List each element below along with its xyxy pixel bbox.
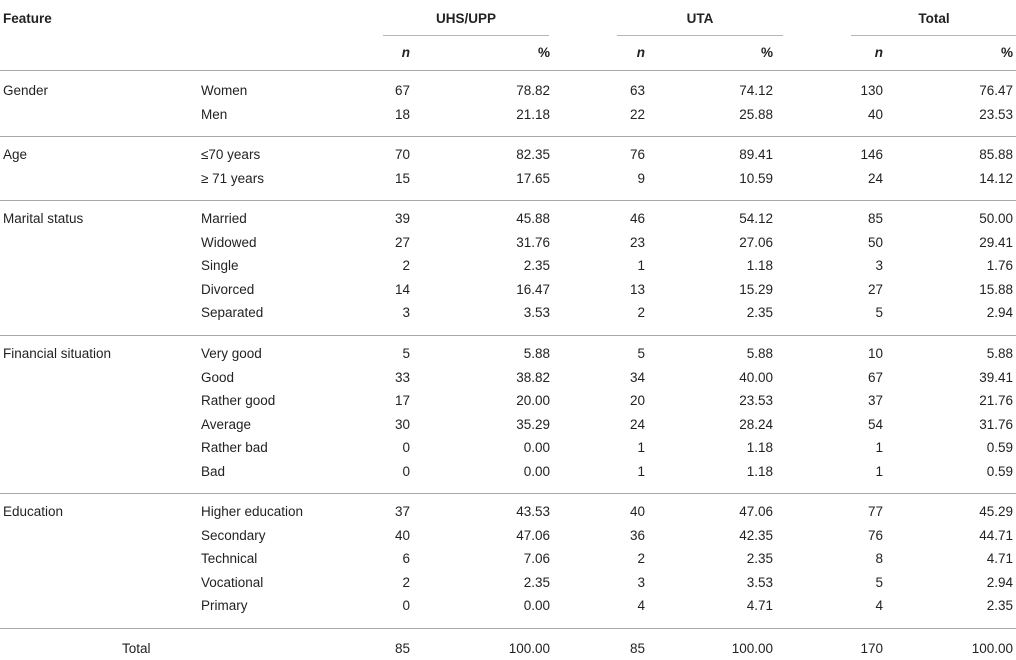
row-feature: Education <box>3 504 64 519</box>
cell-p2: 28.24 <box>739 416 773 432</box>
cell-p1: 38.82 <box>516 369 550 385</box>
cell-n3: 37 <box>867 393 883 408</box>
cell-p2: 5.88 <box>746 346 773 361</box>
header-pct-uta: % <box>760 45 773 60</box>
table-row <box>0 595 1016 617</box>
cell-n3: 67 <box>867 369 883 385</box>
cell-n1: 0 <box>402 440 410 455</box>
cell-n1: 67 <box>394 83 410 98</box>
row-divider <box>0 493 1016 494</box>
cell-p2: 23.53 <box>739 393 773 408</box>
cell-p3: 5.88 <box>986 346 1013 361</box>
cell-n2: 76 <box>629 147 645 162</box>
cell-n2: 46 <box>629 211 645 226</box>
table-row <box>0 572 1016 594</box>
row-category: Single <box>201 258 239 273</box>
table-row <box>0 367 1016 389</box>
cell-p3: 76.47 <box>979 83 1013 98</box>
cell-n2: 22 <box>629 106 645 122</box>
cell-p3: 1.76 <box>986 258 1013 273</box>
cell-p2: 40.00 <box>739 369 773 385</box>
table-row <box>0 437 1016 459</box>
cell-n2: 63 <box>629 83 645 98</box>
header-group-total: Total <box>918 11 950 26</box>
cell-n1: 15 <box>394 170 410 186</box>
row-feature: Gender <box>3 83 49 98</box>
cell-p1: 21.18 <box>516 106 550 122</box>
cell-n2: 1 <box>637 440 645 455</box>
cell-n3: 85 <box>867 211 883 226</box>
row-category: Good <box>201 369 235 385</box>
table-row <box>0 104 1016 126</box>
cell-p3: 44.71 <box>979 527 1013 543</box>
row-divider <box>0 335 1016 336</box>
cell-p1: 43.53 <box>516 504 550 519</box>
cell-p3: 85.88 <box>979 147 1013 162</box>
cell-p3: 29.41 <box>979 234 1013 250</box>
total-p1: 100.00 <box>508 641 550 656</box>
total-p2: 100.00 <box>731 641 773 656</box>
cell-n1: 40 <box>394 527 410 543</box>
cell-p3: 0.59 <box>986 440 1013 455</box>
cell-p1: 0.00 <box>523 463 550 479</box>
cell-n2: 3 <box>637 574 645 590</box>
cell-p1: 2.35 <box>523 258 550 273</box>
row-category: Higher education <box>201 504 304 519</box>
total-label: Total <box>122 641 151 656</box>
row-feature: Financial situation <box>3 346 112 361</box>
cell-n1: 33 <box>394 369 410 385</box>
row-category: Technical <box>201 551 258 566</box>
row-category: Married <box>201 211 247 226</box>
cell-p3: 2.94 <box>986 574 1013 590</box>
cell-n1: 14 <box>394 281 410 297</box>
row-category: Secondary <box>201 527 266 543</box>
row-divider <box>0 70 1016 71</box>
cell-n2: 9 <box>637 170 645 186</box>
row-category: Rather bad <box>201 440 268 455</box>
cell-p2: 25.88 <box>739 106 773 122</box>
cell-p1: 35.29 <box>516 416 550 432</box>
row-category: Rather good <box>201 393 276 408</box>
cell-n1: 6 <box>402 551 410 566</box>
cell-n1: 0 <box>402 463 410 479</box>
cell-n3: 4 <box>875 598 883 613</box>
cell-n1: 0 <box>402 598 410 613</box>
cell-p2: 54.12 <box>739 211 773 226</box>
cell-n3: 8 <box>875 551 883 566</box>
cell-p1: 47.06 <box>516 527 550 543</box>
cell-n2: 1 <box>637 463 645 479</box>
table-row <box>0 255 1016 277</box>
total-n2: 85 <box>629 641 645 656</box>
cell-p2: 2.35 <box>746 305 773 320</box>
row-divider <box>0 200 1016 201</box>
cell-p2: 47.06 <box>739 504 773 519</box>
cell-n3: 54 <box>867 416 883 432</box>
row-category: ≥ 71 years <box>201 170 264 186</box>
cell-n2: 1 <box>637 258 645 273</box>
row-category: Men <box>201 106 228 122</box>
table-row <box>0 525 1016 547</box>
cell-n2: 20 <box>629 393 645 408</box>
cell-p1: 5.88 <box>523 346 550 361</box>
cell-n2: 2 <box>637 551 645 566</box>
cell-n1: 70 <box>394 147 410 162</box>
header-pct-total: % <box>1000 45 1013 60</box>
cell-n3: 1 <box>875 463 883 479</box>
table-row <box>0 390 1016 412</box>
row-category: Very good <box>201 346 262 361</box>
cell-n2: 40 <box>629 504 645 519</box>
group-underline-uhs-upp <box>383 35 549 36</box>
cell-p1: 17.65 <box>516 170 550 186</box>
cell-n2: 5 <box>637 346 645 361</box>
cell-n3: 5 <box>875 574 883 590</box>
cell-p3: 0.59 <box>986 463 1013 479</box>
cell-n1: 27 <box>394 234 410 250</box>
cell-n1: 2 <box>402 574 410 590</box>
row-divider <box>0 628 1016 629</box>
group-underline-uta <box>617 35 783 36</box>
cell-n3: 1 <box>875 440 883 455</box>
table-row <box>0 461 1016 483</box>
table-row <box>0 501 1016 523</box>
cell-n2: 23 <box>629 234 645 250</box>
total-n1: 85 <box>394 641 410 656</box>
cell-n1: 5 <box>402 346 410 361</box>
header-n-total: n <box>874 45 883 60</box>
table-row <box>0 80 1016 102</box>
row-category: Women <box>201 83 248 98</box>
header-group-uhs-upp: UHS/UPP <box>435 11 496 26</box>
cell-n1: 37 <box>394 504 410 519</box>
cell-n1: 17 <box>394 393 410 408</box>
cell-p2: 1.18 <box>746 258 773 273</box>
row-feature: Age <box>3 147 28 162</box>
header-feature: Feature <box>3 11 52 26</box>
cell-p1: 3.53 <box>523 305 550 320</box>
group-underline-total <box>851 35 1016 36</box>
cell-p2: 10.59 <box>739 170 773 186</box>
cell-p2: 27.06 <box>739 234 773 250</box>
table-row <box>0 343 1016 365</box>
cell-p3: 2.94 <box>986 305 1013 320</box>
cell-p2: 1.18 <box>746 463 773 479</box>
header-pct-uhs-upp: % <box>537 45 550 60</box>
header-group-uta: UTA <box>686 11 714 26</box>
cell-p1: 20.00 <box>516 393 550 408</box>
cell-n2: 34 <box>629 369 645 385</box>
total-n3: 170 <box>860 641 883 656</box>
cell-p2: 4.71 <box>746 598 773 613</box>
cell-p1: 31.76 <box>516 234 550 250</box>
cell-p3: 2.35 <box>986 598 1013 613</box>
cell-p3: 4.71 <box>986 551 1013 566</box>
header-row-subcolumns <box>0 43 1016 63</box>
cell-n1: 2 <box>402 258 410 273</box>
cell-n3: 40 <box>867 106 883 122</box>
cell-p1: 7.06 <box>523 551 550 566</box>
cell-n3: 5 <box>875 305 883 320</box>
cell-n3: 10 <box>867 346 883 361</box>
cell-n3: 24 <box>867 170 883 186</box>
cell-p1: 16.47 <box>516 281 550 297</box>
header-row-groups <box>0 9 1016 29</box>
cell-p3: 31.76 <box>979 416 1013 432</box>
row-category: Vocational <box>201 574 264 590</box>
row-category: Primary <box>201 598 248 613</box>
cell-p2: 42.35 <box>739 527 773 543</box>
cell-n2: 13 <box>629 281 645 297</box>
cell-p1: 82.35 <box>516 147 550 162</box>
cell-p1: 0.00 <box>523 598 550 613</box>
table-row <box>0 168 1016 190</box>
cell-p2: 74.12 <box>739 83 773 98</box>
cell-p1: 0.00 <box>523 440 550 455</box>
cell-p3: 23.53 <box>979 106 1013 122</box>
cell-n1: 30 <box>394 416 410 432</box>
total-row <box>0 638 1016 660</box>
cell-n3: 3 <box>875 258 883 273</box>
table-row <box>0 208 1016 230</box>
header-n-uta: n <box>636 45 645 60</box>
cell-n3: 77 <box>867 504 883 519</box>
cell-p3: 15.88 <box>979 281 1013 297</box>
cell-p2: 89.41 <box>739 147 773 162</box>
table-row <box>0 144 1016 166</box>
cell-n2: 36 <box>629 527 645 543</box>
cell-n3: 76 <box>867 527 883 543</box>
cell-p2: 1.18 <box>746 440 773 455</box>
cell-p2: 15.29 <box>739 281 773 297</box>
cell-p2: 2.35 <box>746 551 773 566</box>
cell-p3: 21.76 <box>979 393 1013 408</box>
table-row <box>0 302 1016 324</box>
row-category: Average <box>201 416 252 432</box>
cell-p2: 3.53 <box>746 574 773 590</box>
cell-n2: 4 <box>637 598 645 613</box>
cell-p1: 2.35 <box>523 574 550 590</box>
cell-p3: 50.00 <box>979 211 1013 226</box>
cell-n3: 50 <box>867 234 883 250</box>
cell-p3: 14.12 <box>979 170 1013 186</box>
cell-n3: 130 <box>860 83 883 98</box>
table-row <box>0 232 1016 254</box>
table-row <box>0 414 1016 436</box>
total-p3: 100.00 <box>971 641 1013 656</box>
table-row <box>0 548 1016 570</box>
cell-p1: 78.82 <box>516 83 550 98</box>
row-category: Bad <box>201 463 226 479</box>
header-n-uhs-upp: n <box>401 45 410 60</box>
row-feature: Marital status <box>3 211 84 226</box>
cell-n1: 18 <box>394 106 410 122</box>
cell-n2: 2 <box>637 305 645 320</box>
cell-n1: 3 <box>402 305 410 320</box>
row-divider <box>0 136 1016 137</box>
row-category: Divorced <box>201 281 255 297</box>
cell-n2: 24 <box>629 416 645 432</box>
cell-n3: 27 <box>867 281 883 297</box>
cell-n3: 146 <box>860 147 883 162</box>
cell-p3: 45.29 <box>979 504 1013 519</box>
cell-p1: 45.88 <box>516 211 550 226</box>
row-category: Separated <box>201 305 264 320</box>
cell-p3: 39.41 <box>979 369 1013 385</box>
row-category: Widowed <box>201 234 257 250</box>
row-category: ≤70 years <box>201 147 261 162</box>
table-row <box>0 279 1016 301</box>
cell-n1: 39 <box>394 211 410 226</box>
